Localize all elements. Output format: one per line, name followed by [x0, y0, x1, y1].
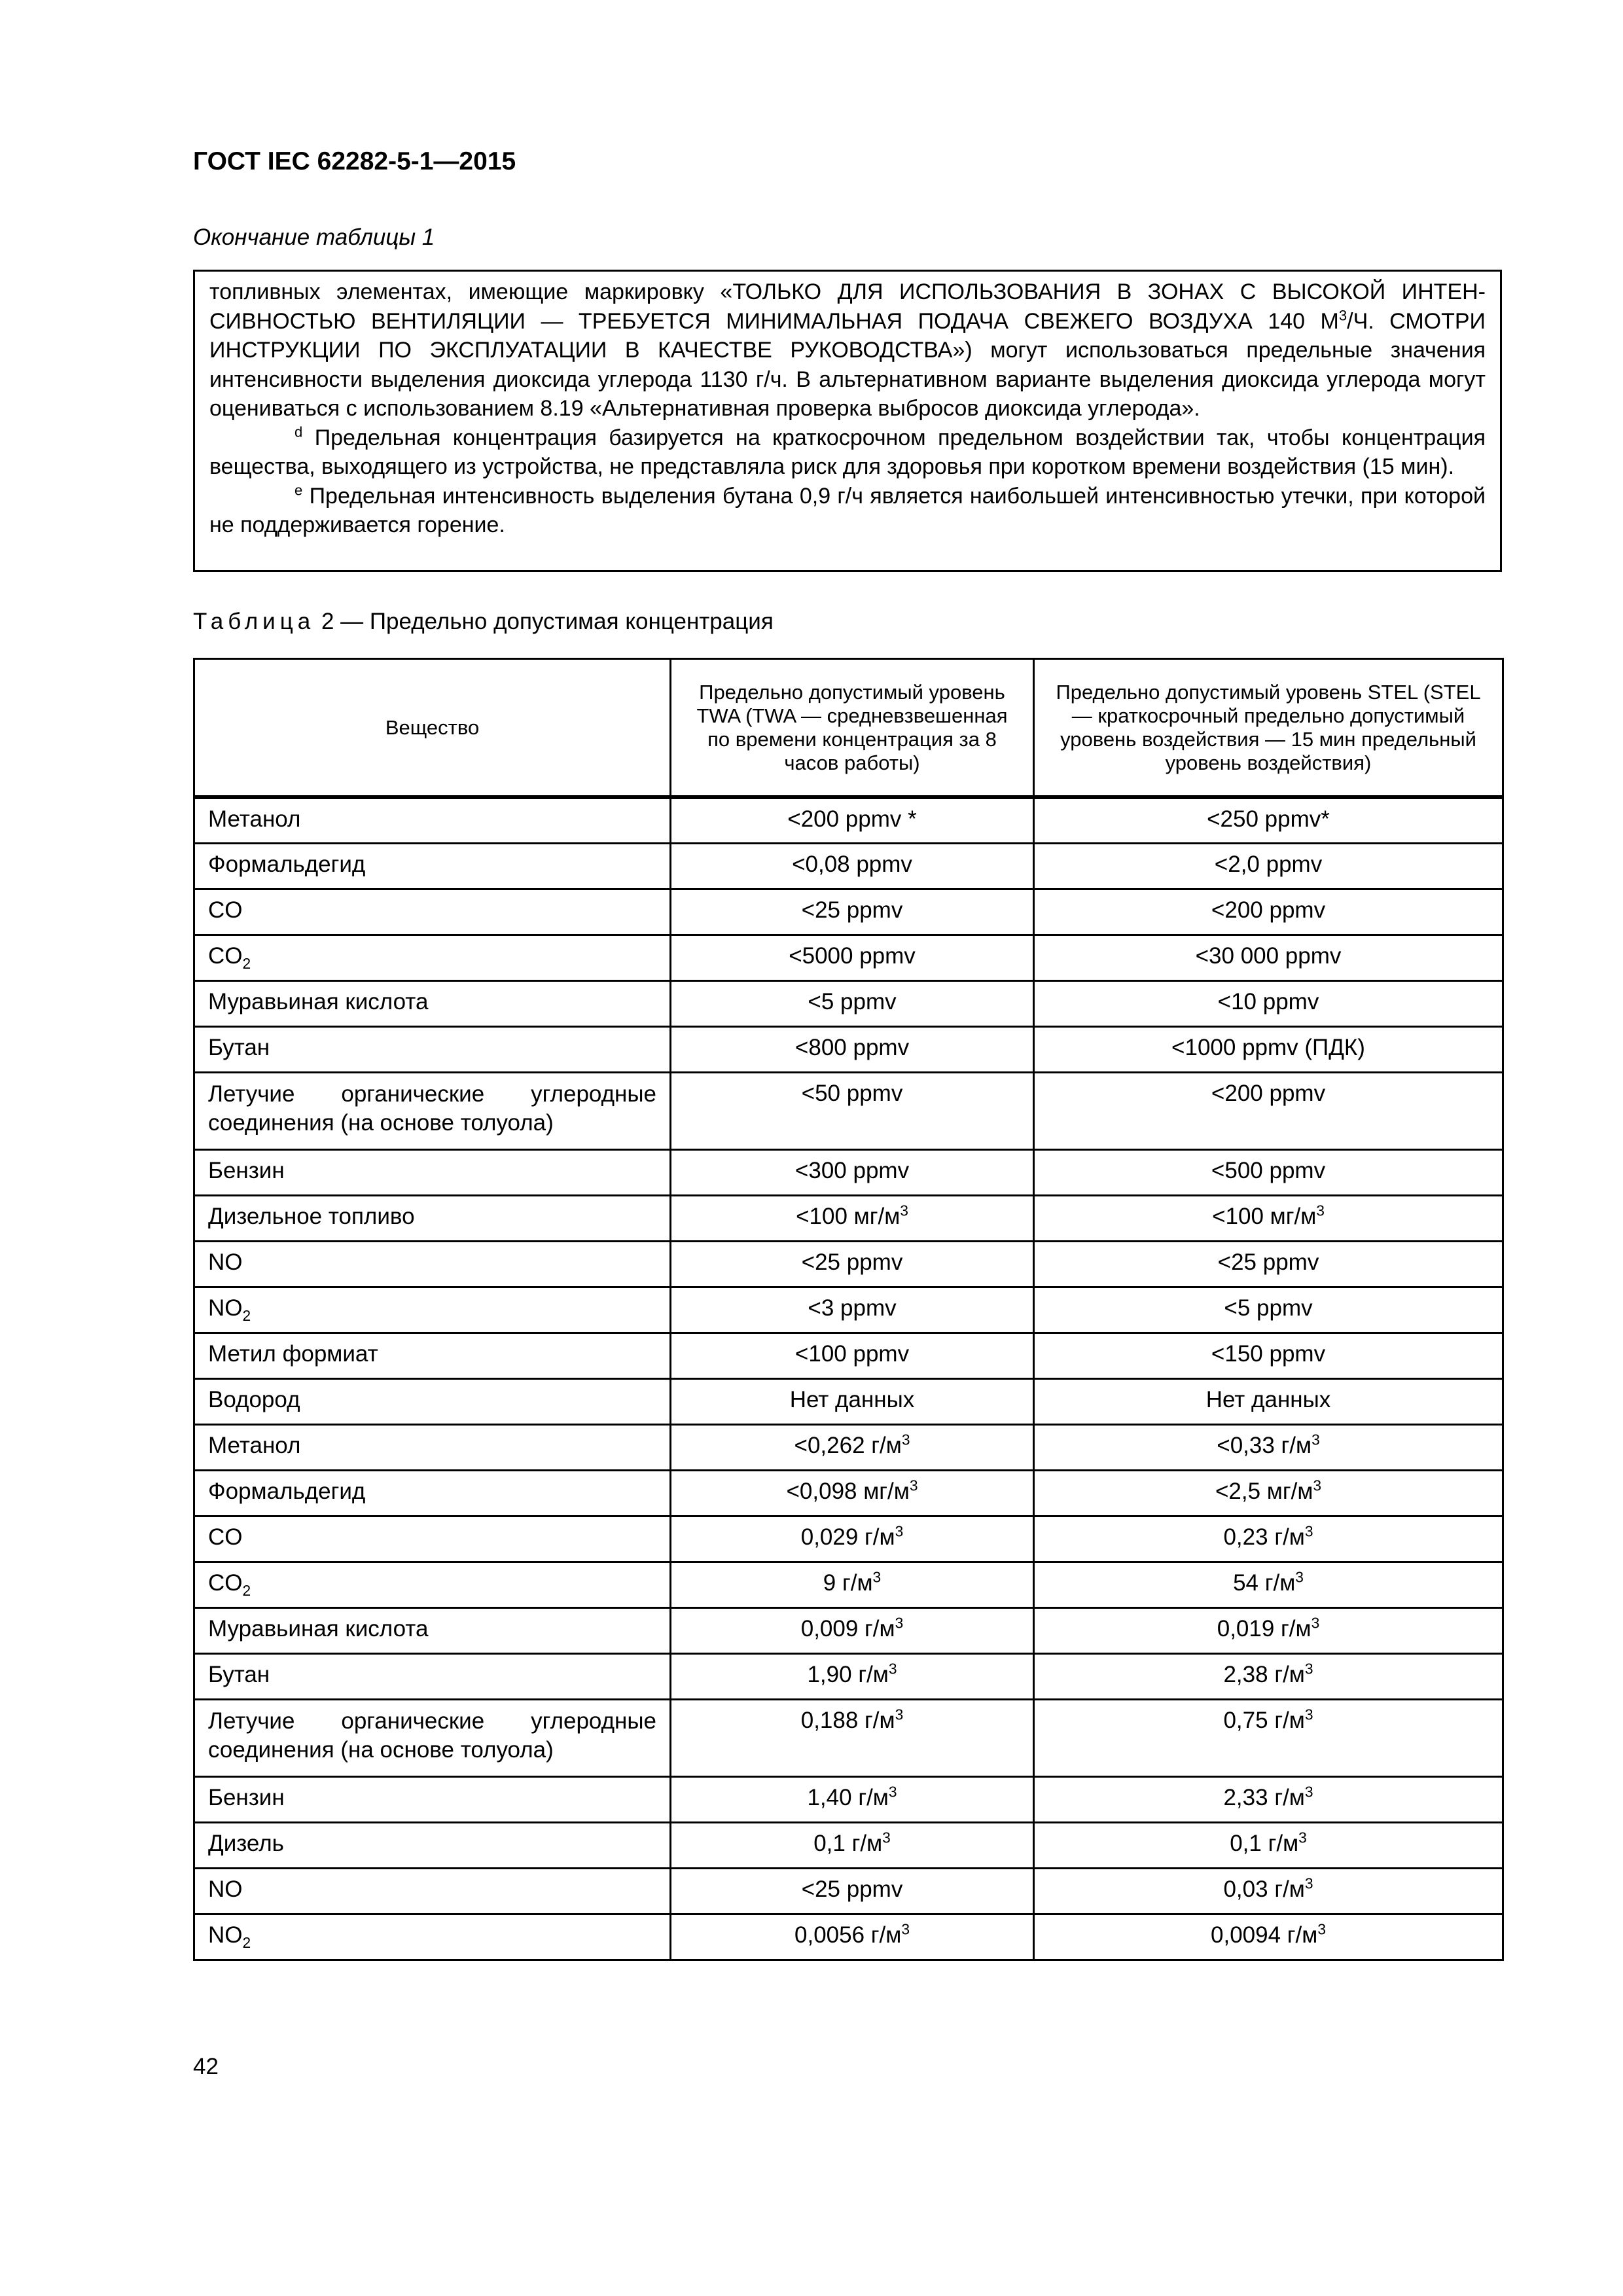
table-row	[194, 1026, 1503, 1072]
stel-cell: <0,33 $г/м^3$	[1034, 1424, 1503, 1470]
table-row	[194, 1424, 1503, 1470]
table-row	[194, 1822, 1503, 1868]
substance-cell: Метанол	[194, 1424, 671, 1470]
twa-cell: <0,262 $г/м^3$	[671, 1424, 1034, 1470]
substance-cell: CO	[194, 1516, 671, 1562]
substance-cell: $NO_2$	[194, 1914, 671, 1960]
table-row	[194, 1195, 1503, 1241]
twa-cell: <800 ppmv	[671, 1026, 1034, 1072]
twa-cell: <5 ppmv	[671, 980, 1034, 1026]
substance-cell: Метанол	[194, 797, 671, 843]
substance-cell: Муравьиная кислота	[194, 1607, 671, 1653]
stel-cell: <2,5 $мг/м^3$	[1034, 1470, 1503, 1516]
substance-cell: Бутан	[194, 1653, 671, 1699]
table-row	[194, 1072, 1503, 1149]
stel-cell: <1000 ppmv (ПДК)	[1034, 1026, 1503, 1072]
twa-cell: <300 ppmv	[671, 1149, 1034, 1195]
table-row	[194, 1776, 1503, 1822]
substance-cell: Метил формиат	[194, 1333, 671, 1378]
header-substance: Вещество	[194, 659, 671, 798]
stel-cell: <5 ppmv	[1034, 1287, 1503, 1333]
stel-cell: <10 ppmv	[1034, 980, 1503, 1026]
concentration-limits-table	[193, 658, 1504, 1961]
twa-cell: Нет данных	[671, 1378, 1034, 1424]
table-row	[194, 1287, 1503, 1333]
twa-cell: <100 $мг/м^3$	[671, 1195, 1034, 1241]
stel-cell: <250 ppmv*	[1034, 797, 1503, 843]
table-row	[194, 1378, 1503, 1424]
table-row	[194, 1333, 1503, 1378]
stel-cell: <150 ppmv	[1034, 1333, 1503, 1378]
stel-cell: 0,1 $г/м^3$	[1034, 1822, 1503, 1868]
twa-cell: <0,098 $мг/м^3$	[671, 1470, 1034, 1516]
table-header-row	[194, 659, 1503, 798]
table-row	[194, 1653, 1503, 1699]
substance-cell: Дизельное топливо	[194, 1195, 671, 1241]
table-row	[194, 980, 1503, 1026]
table-row	[194, 1868, 1503, 1914]
substance-cell: Бутан	[194, 1026, 671, 1072]
substance-cell: Муравьиная кислота	[194, 980, 671, 1026]
table-row	[194, 935, 1503, 980]
footnote-e-marker: e	[294, 482, 303, 499]
table-row	[194, 1699, 1503, 1776]
stel-cell: 2,33 $г/м^3$	[1034, 1776, 1503, 1822]
header-twa: Предельно допустимый уровень TWA (TWA — средневзвешенная по времени концентрация за 8 часов работы)	[671, 659, 1034, 798]
footnote-d-marker: d	[294, 423, 303, 440]
stel-cell: 2,38 $г/м^3$	[1034, 1653, 1503, 1699]
twa-cell: 0,009 $г/м^3$	[671, 1607, 1034, 1653]
stel-cell: <2,0 ppmv	[1034, 843, 1503, 889]
twa-cell: <25 ppmv	[671, 1868, 1034, 1914]
table-row	[194, 1149, 1503, 1195]
twa-cell: <100 ppmv	[671, 1333, 1034, 1378]
table-row	[194, 843, 1503, 889]
table-row	[194, 1607, 1503, 1653]
substance-cell: $CO_2$	[194, 1562, 671, 1607]
table-row	[194, 1914, 1503, 1960]
stel-cell: <30 000 ppmv	[1034, 935, 1503, 980]
table-row	[194, 1516, 1503, 1562]
twa-cell: 1,90 $г/м^3$	[671, 1653, 1034, 1699]
substance-cell: $CO_2$	[194, 935, 671, 980]
table-2-title: Таблица 2 — Предельно допустимая концентрация	[193, 609, 774, 634]
stel-cell: 0,03 $г/м^3$	[1034, 1868, 1503, 1914]
table-1-footnotes-box	[193, 270, 1502, 572]
stel-cell: 0,019 $г/м^3$	[1034, 1607, 1503, 1653]
substance-cell: NO	[194, 1868, 671, 1914]
stel-cell: <200 ppmv	[1034, 1072, 1503, 1149]
substance-cell: Формальдегид	[194, 843, 671, 889]
footnote-d: $^d$ Предельная концентрация базируется на краткосрочном предельном воздействии так, чтобы концентрация вещества, выходящего из устройства, не представляла риск для здоровья при коротком времени воздействия (15 мин).	[209, 423, 1486, 479]
twa-cell: <25 ppmv	[671, 889, 1034, 935]
document-header: ГОСТ IEC 62282-5-1—2015	[193, 147, 516, 175]
substance-cell: Летучие органические углеродные соединения (на основе толуола)	[194, 1699, 671, 1776]
stel-cell: 0,0094 $г/м^3$	[1034, 1914, 1503, 1960]
table-row	[194, 1241, 1503, 1287]
twa-cell: <5000 ppmv	[671, 935, 1034, 980]
substance-cell: NO	[194, 1241, 671, 1287]
stel-cell: <500 ppmv	[1034, 1149, 1503, 1195]
stel-cell: <25 ppmv	[1034, 1241, 1503, 1287]
stel-cell: Нет данных	[1034, 1378, 1503, 1424]
substance-cell: Бензин	[194, 1776, 671, 1822]
page-number: 42	[193, 2054, 219, 2079]
table-row	[194, 1562, 1503, 1607]
substance-cell: CO	[194, 889, 671, 935]
footnote-c-continuation: топливных элементах, имеющие маркировку «ТОЛЬКО ДЛЯ ИСПОЛЬЗОВАНИЯ В ЗОНАХ С ВЫСОКОЙ ИНТЕН-СИВНОСТЬЮ ВЕНТИЛЯЦИИ — ТРЕБУЕТСЯ МИНИМАЛЬНАЯ ПОДАЧА СВЕЖЕГО ВОЗДУХА 140 $М^3/Ч$. СМОТРИ ИНСТРУКЦИИ ПО ЭКСПЛУАТАЦИИ В КАЧЕСТВЕ РУКОВОДСТВА») могут использоваться предельные значения интенсивности выделения диоксида углерода 1130 г/ч. В альтернативном варианте выделения диоксида углерода могут оцениваться с использованием 8.19 «Альтернативная проверка выбросов диоксида углерода».	[209, 279, 1486, 421]
table-row	[194, 1470, 1503, 1516]
table-row	[194, 889, 1503, 935]
substance-cell: Дизель	[194, 1822, 671, 1868]
twa-cell: <25 ppmv	[671, 1241, 1034, 1287]
twa-cell: 1,40 $г/м^3$	[671, 1776, 1034, 1822]
twa-cell: 0,029 $г/м^3$	[671, 1516, 1034, 1562]
twa-cell: <0,08 ppmv	[671, 843, 1034, 889]
twa-cell: <50 ppmv	[671, 1072, 1034, 1149]
twa-cell: <200 ppmv *	[671, 797, 1034, 843]
substance-cell: $NO_2$	[194, 1287, 671, 1333]
substance-cell: Формальдегид	[194, 1470, 671, 1516]
twa-cell: 9 $г/м^3$	[671, 1562, 1034, 1607]
footnote-e: $^e$ Предельная интенсивность выделения бутана 0,9 г/ч является наибольшей интенсивностью утечки, при которой не поддерживается горение.	[209, 482, 1486, 537]
substance-cell: Водород	[194, 1378, 671, 1424]
twa-cell: 0,1 $г/м^3$	[671, 1822, 1034, 1868]
twa-cell: 0,0056 $г/м^3$	[671, 1914, 1034, 1960]
substance-cell: Летучие органические углеродные соединения (на основе толуола)	[194, 1072, 671, 1149]
twa-cell: <3 ppmv	[671, 1287, 1034, 1333]
substance-cell: Бензин	[194, 1149, 671, 1195]
header-stel: Предельно допустимый уровень STEL (STEL — краткосрочный предельно допустимый уровень воздействия — 15 мин предельный уровень воздействия)	[1034, 659, 1503, 798]
stel-cell: <100 $мг/м^3$	[1034, 1195, 1503, 1241]
table-row	[194, 797, 1503, 843]
stel-cell: 0,75 $г/м^3$	[1034, 1699, 1503, 1776]
table-continuation-caption: Окончание таблицы 1	[193, 224, 435, 250]
stel-cell: 0,23 $г/м^3$	[1034, 1516, 1503, 1562]
twa-cell: 0,188 $г/м^3$	[671, 1699, 1034, 1776]
stel-cell: <200 ppmv	[1034, 889, 1503, 935]
stel-cell: 54 $г/м^3$	[1034, 1562, 1503, 1607]
